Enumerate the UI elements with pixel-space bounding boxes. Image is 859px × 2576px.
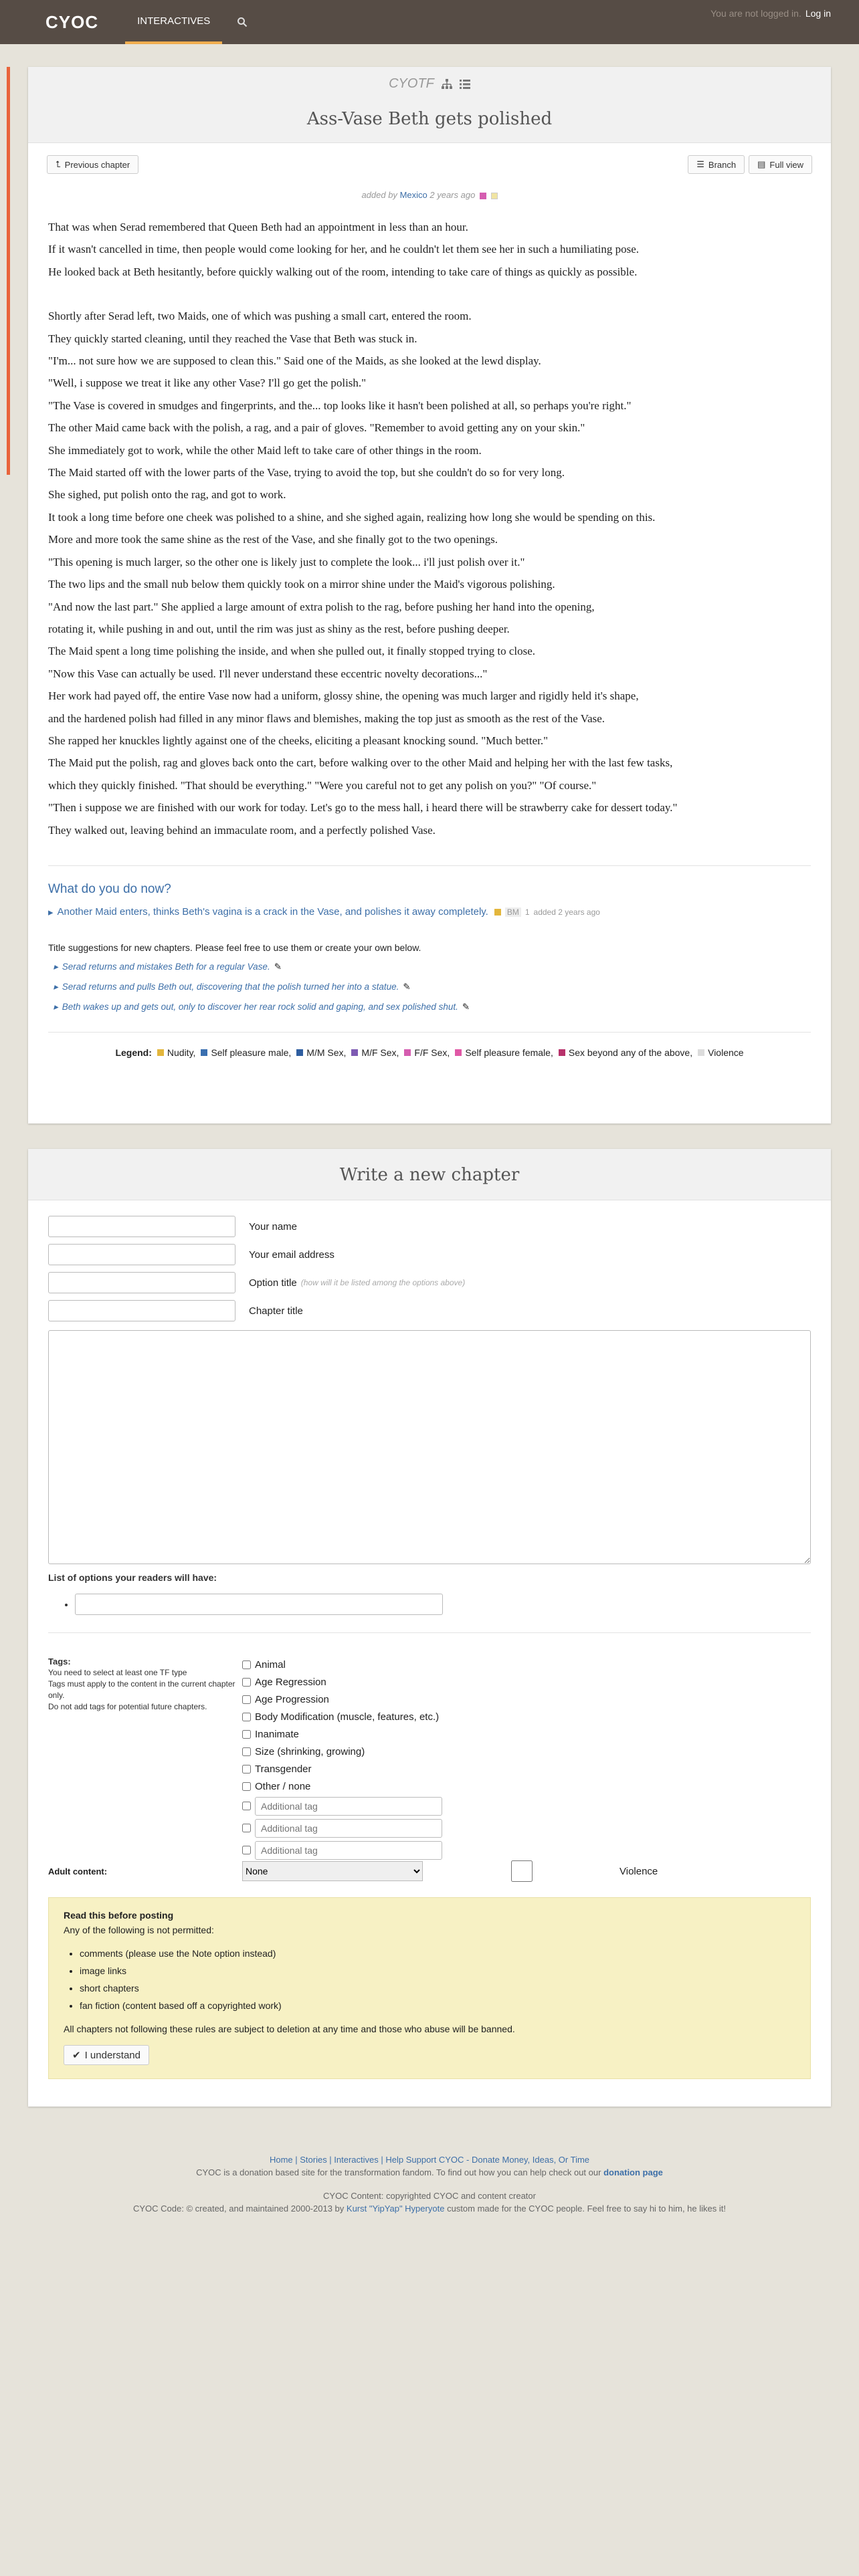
tag-checkbox[interactable] <box>242 1782 251 1791</box>
suggestions-heading: Title suggestions for new chapters. Please feel free to use them or create your own below. <box>48 942 421 953</box>
chapter-textarea[interactable] <box>48 1330 811 1564</box>
list-icon: ☰ <box>696 159 704 169</box>
tag-checkbox[interactable] <box>242 1730 251 1739</box>
donation-link[interactable]: donation page <box>603 2167 663 2177</box>
book-icon: ▤ <box>757 159 766 169</box>
story-paragraph: which they quickly finished. "That should be everything." "Were you careful not to get any polish on you?" "Of course." <box>48 778 597 792</box>
email-input[interactable] <box>48 1244 235 1265</box>
story-paragraph: If it wasn't cancelled in time, then people would come looking for her, and he couldn't let them see her in such a humiliating pose. <box>48 243 640 256</box>
legend-swatch-icon <box>296 1049 303 1056</box>
rule-item: • short chapters <box>80 1979 795 1997</box>
violence-checkbox[interactable] <box>428 1860 615 1882</box>
suggestion-item[interactable]: ▸ Serad returns and pulls Beth out, discovering that the polish turned her into a statue. ✎ <box>28 977 831 997</box>
nav-interactives[interactable]: INTERACTIVES <box>125 0 222 44</box>
caret-right-icon: ▸ <box>48 906 54 918</box>
story-paragraph: That was when Serad remembered that Queen Beth had an appointment in less than an hour. <box>48 221 468 233</box>
story-paragraph: The Maid started off with the lower parts of the Vase, trying to avoid the top, but she couldn't do so for very long. <box>48 466 565 479</box>
rule-item: • image links <box>80 1962 795 1979</box>
additional-tag-row <box>242 1817 442 1839</box>
legend-label: Violence <box>708 1047 744 1058</box>
legend-swatch-icon <box>351 1049 358 1056</box>
tag-checkbox[interactable] <box>242 1678 251 1687</box>
story-paragraph: They walked out, leaving behind an immaculate room, and a perfectly polished Vase. <box>48 823 436 837</box>
login-link[interactable]: Log in <box>805 8 831 19</box>
legend: Legend: Nudity, Self pleasure male, M/M Sex, M/F Sex, F/F Sex, Self pleasure female, Sex beyond any of the above, Violence <box>115 1047 744 1058</box>
nudity-tag-icon <box>494 909 501 916</box>
check-icon: ✔ <box>72 2050 81 2061</box>
tag-checkbox[interactable] <box>242 1747 251 1756</box>
story-paragraph: The Maid spent a long time polishing the inside, and when she pulled out, it finally stopped trying to close. <box>48 645 536 658</box>
additional-tag-checkbox[interactable] <box>242 1846 251 1854</box>
story-paragraph: She rapped her knuckles lightly against one of the cheeks, eliciting a pleasant knocking sound. "Much better." <box>48 734 549 747</box>
branch-button[interactable]: ☰ Branch <box>688 155 745 174</box>
adult-content-select[interactable] <box>242 1861 423 1881</box>
form-title: Write a new chapter <box>339 1165 520 1185</box>
name-row: Your name <box>28 1212 831 1241</box>
series-row <box>28 76 831 92</box>
tag-checkbox[interactable] <box>242 1660 251 1669</box>
added-by-line: added by Mexico 2 years ago <box>28 190 831 200</box>
suggestions-list <box>28 957 831 1017</box>
tags-section <box>28 1656 831 1861</box>
legend-swatch-icon <box>698 1049 704 1056</box>
additional-tag-row <box>242 1795 442 1817</box>
legend-label: Sex beyond any of the above, <box>568 1047 693 1058</box>
tag-checkbox[interactable] <box>242 1695 251 1704</box>
additional-tag-row <box>242 1839 442 1861</box>
tag-ff-icon <box>480 193 486 199</box>
footer: Home | Stories | Interactives | Help Support CYOC - Donate Money, Ideas, Or Time CYOC is a donation based site for the transformation fandom. To find out how you can help check out our donation page CYOC Content: copyrighted CYOC and content creator CYOC Code: © created, and maintained 2000-2013 by Kurst "YipYap" Hyperyote custom made for the CYOC people. Feel free to say hi to him, he likes it! <box>0 2153 859 2215</box>
what-now-heading: What do you do now? <box>48 881 171 896</box>
search-icon[interactable] <box>237 17 248 27</box>
tag-count-badge <box>491 193 498 199</box>
option-link[interactable]: ▸ Another Maid enters, thinks Beth's vagina is a crack in the Vase, and polishes it away completely. BM 1 added 2 years ago <box>48 906 600 918</box>
rule-item: • fan fiction (content based off a copyrighted work) <box>80 1997 795 2014</box>
story-paragraph: He looked back at Beth hesitantly, before quickly walking out of the room, intending to take care of things as quickly as possible. <box>48 265 638 278</box>
legend-label: M/F Sex, <box>361 1047 399 1058</box>
legend-swatch-icon <box>201 1049 207 1056</box>
option-badge: BM <box>505 907 521 917</box>
option-count: 1 <box>524 907 530 917</box>
tag-option[interactable]: Size (shrinking, growing) <box>242 1743 442 1760</box>
story-paragraph: "Now this Vase can actually be used. I'll never understand these eccentric novelty decorations..." <box>48 667 488 680</box>
chapter-title-row: Chapter title <box>28 1297 831 1325</box>
pencil-icon[interactable]: ✎ <box>403 981 411 992</box>
legend-label: F/F Sex, <box>414 1047 450 1058</box>
legend-swatch-icon <box>157 1049 164 1056</box>
story-paragraph: The Maid put the polish, rag and gloves back onto the cart, before walking over to the other Maid and helping her with the last few tasks, <box>48 756 673 770</box>
top-navbar <box>0 0 859 44</box>
chapter-nav <box>28 143 831 186</box>
footer-links[interactable]: Home | Stories | Interactives | Help Support CYOC - Donate Money, Ideas, Or Time <box>269 2155 590 2165</box>
additional-tag-input[interactable] <box>255 1797 442 1816</box>
additional-tag-input[interactable] <box>255 1841 442 1860</box>
pencil-icon[interactable]: ✎ <box>274 961 282 972</box>
adult-content-row: Adult content: None Violence <box>28 1861 831 1881</box>
story-paragraph: "I'm... not sure how we are supposed to clean this." Said one of the Maids, as she looked at the lewd display. <box>48 354 541 368</box>
story-paragraph: "Then i suppose we are finished with our work for today. Let's go to the mess hall, i heard there will be strawberry cake for dessert today." <box>48 801 678 815</box>
option-title-input[interactable] <box>48 1272 235 1293</box>
chapter-header <box>28 67 831 143</box>
suggestion-item[interactable]: ▸ Beth wakes up and gets out, only to discover her rear rock solid and gaping, and sex polished shut. ✎ <box>28 997 831 1017</box>
tag-checkbox[interactable] <box>242 1765 251 1774</box>
caret-right-icon: ▸ <box>54 961 58 972</box>
kurst-link[interactable]: Kurst "YipYap" Hyperyote <box>346 2204 445 2214</box>
tags-help: Tags: You need to select at least one TF type Tags must apply to the content in the current chapter only. Do not add tags for potential future chapters. <box>48 1656 235 1711</box>
story-paragraph: rotating it, while pushing in and out, until the rim was just as shiny as the rest, before pushing deeper. <box>48 622 510 635</box>
story-paragraph: Shortly after Serad left, two Maids, one of which was pushing a small cart, entered the room. <box>48 310 472 323</box>
story-paragraph: "The Vase is covered in smudges and fingerprints, and the... top looks like it hasn't been polished at all, so perhaps you're right." <box>48 399 632 412</box>
author-link[interactable]: Mexico <box>399 190 427 200</box>
story-paragraph: She immediately got to work, while the other Maid left to take care of other things in the room. <box>48 443 482 457</box>
story-paragraph: More and more took the same shine as the rest of the Vase, and she finally got to the two openings. <box>48 533 498 546</box>
caret-right-icon: ▸ <box>54 981 58 992</box>
legend-label: Self pleasure female, <box>465 1047 553 1058</box>
rule-item: • comments (please use the Note option instead) <box>80 1945 795 1962</box>
legend-label: M/M Sex, <box>306 1047 347 1058</box>
tree-icon[interactable] <box>441 79 453 90</box>
tag-option[interactable]: Age Regression <box>242 1673 442 1691</box>
tag-option[interactable]: Age Progression <box>242 1691 442 1708</box>
tag-checkbox[interactable] <box>242 1713 251 1721</box>
series-title[interactable]: CYOTF <box>389 76 434 91</box>
reader-option-input[interactable] <box>75 1594 443 1615</box>
email-row: Your email address <box>28 1241 831 1269</box>
story-paragraph: Her work had payed off, the entire Vase now had a uniform, glossy shine, the opening was much larger and rigidly held it's shape, <box>48 689 639 703</box>
story-paragraph: They quickly started cleaning, until they reached the Vase that Beth was stuck in. <box>48 332 417 345</box>
new-chapter-panel <box>28 1149 831 2107</box>
legend-label: Self pleasure male, <box>211 1047 292 1058</box>
list-icon[interactable] <box>460 80 470 89</box>
name-input[interactable] <box>48 1216 235 1237</box>
story-paragraph: "Well, i suppose we treat it like any other Vase? I'll go get the polish." <box>48 377 367 390</box>
additional-tag-checkbox[interactable] <box>242 1802 251 1810</box>
posting-rules-notice: Read this before posting Any of the following is not permitted: • comments (please use the Note option instead) • image links • short chapters • fan fiction (content based off a copyrighted work) All chapters not following these rules are subject to deletion at any time and those who abuse will be banned. ✔ I understand <box>48 1897 811 2079</box>
full-view-button[interactable]: ▤ Full view <box>749 155 812 174</box>
chapter-title: Ass-Vase Beth gets polished <box>306 109 553 129</box>
tag-option[interactable]: Transgender <box>242 1760 442 1778</box>
site-logo[interactable]: CYOC <box>45 11 99 32</box>
legend-swatch-icon <box>455 1049 462 1056</box>
additional-tag-input[interactable] <box>255 1819 442 1838</box>
additional-tag-checkbox[interactable] <box>242 1824 251 1832</box>
previous-chapter-button[interactable]: ⮤ Previous chapter <box>47 155 138 174</box>
legend-swatch-icon <box>404 1049 411 1056</box>
legend-label: Nudity, <box>167 1047 196 1058</box>
legend-swatch-icon <box>559 1049 565 1056</box>
tag-option[interactable]: Animal <box>242 1656 442 1673</box>
form-header <box>28 1149 831 1200</box>
sidebar-accent <box>7 67 10 475</box>
options-heading: List of options your readers will have: <box>48 1572 217 1583</box>
rules-list <box>80 1945 795 2014</box>
story-paragraph: "This opening is much larger, so the other one is likely just to complete the look... i'll just polish over it." <box>48 555 525 568</box>
chapter-body <box>28 200 831 841</box>
suggestion-item[interactable]: ▸ Serad returns and mistakes Beth for a regular Vase. ✎ <box>28 957 831 977</box>
chapter-title-input[interactable] <box>48 1300 235 1321</box>
understand-button[interactable]: ✔ I understand <box>64 2045 149 2065</box>
chapter-panel <box>28 67 831 1123</box>
option-time: added 2 years ago <box>533 907 600 917</box>
caret-right-icon: ▸ <box>54 1001 58 1012</box>
story-paragraph: The two lips and the small nub below them quickly took on a mirror shine under the Maid's vigorous polishing. <box>48 578 555 591</box>
story-paragraph: It took a long time before one cheek was polished to a shine, and she sighed again, realizing how long she would be spending on this. <box>48 510 656 524</box>
tag-checkboxes <box>242 1656 442 1861</box>
story-paragraph: She sighed, put polish onto the rag, and got to work. <box>48 488 286 502</box>
story-paragraph: The other Maid came back with the polish, a rag, and a pair of gloves. "Remember to avoid getting any on your skin." <box>48 421 585 435</box>
tag-option[interactable]: Other / none <box>242 1778 442 1795</box>
pencil-icon[interactable]: ✎ <box>462 1001 470 1012</box>
story-paragraph: "And now the last part." She applied a large amount of extra polish to the rag, before pushing her hand into the opening, <box>48 600 595 613</box>
story-paragraph: and the hardened polish had filled in any minor flaws and blemishes, making the top just as smooth as the rest of the Vase. <box>48 712 605 725</box>
tag-option[interactable]: Inanimate <box>242 1725 442 1743</box>
option-title-row: Option title (how will it be listed among the options above) <box>28 1269 831 1297</box>
tag-option[interactable]: Body Modification (muscle, features, etc.) <box>242 1708 442 1725</box>
level-up-icon: ⮤ <box>56 159 61 169</box>
login-status: You are not logged in. Log in <box>710 8 831 19</box>
